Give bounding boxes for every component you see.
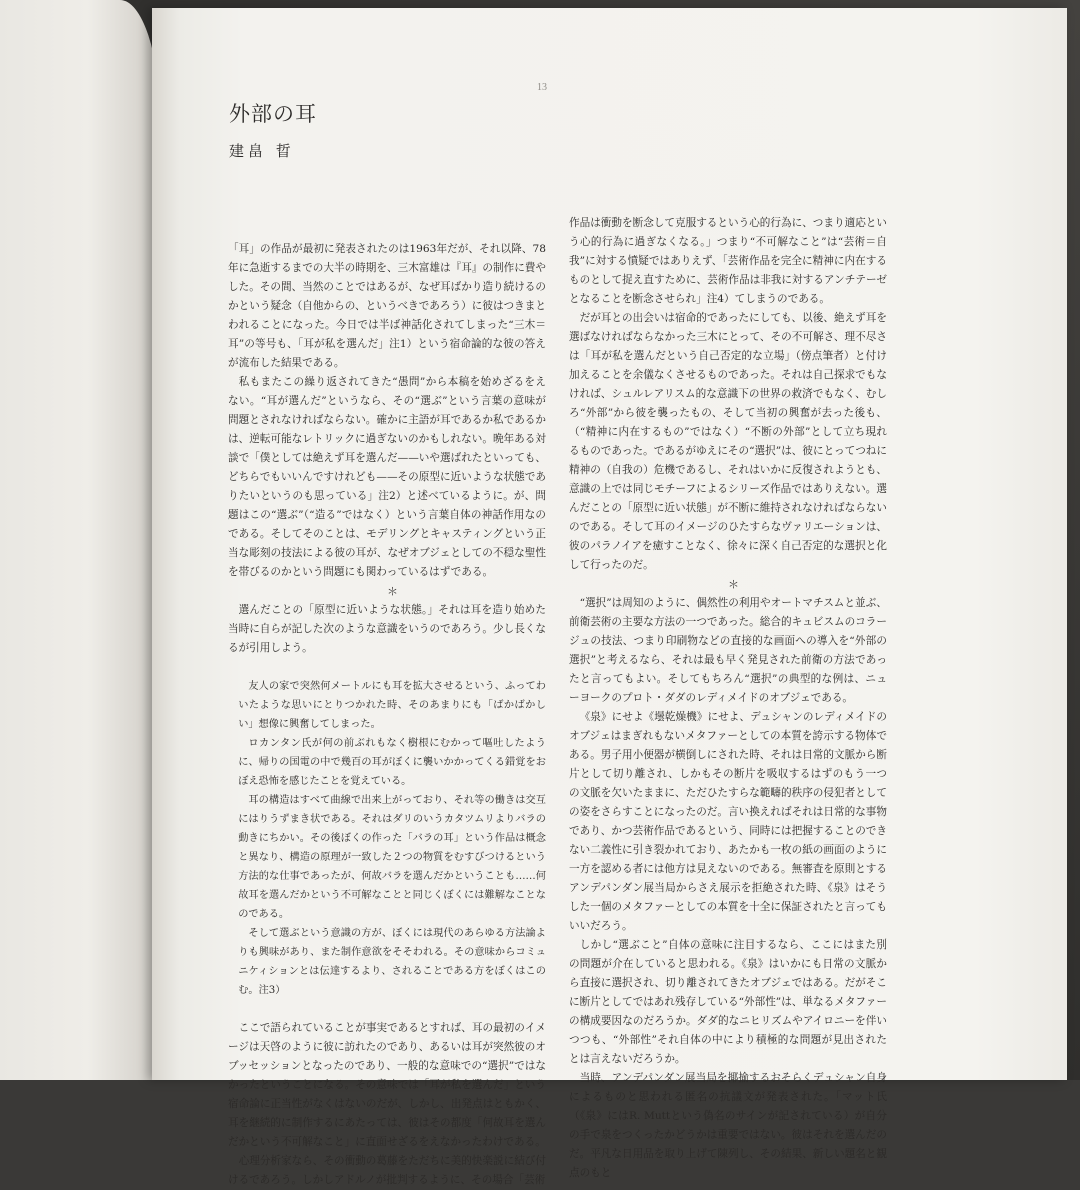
paragraph: だが耳との出会いは宿命的であったにしても、以後、絶えず耳を選ばなければならなかった三木にとって、その不可解さ、理不尽さは「耳が私を選んだという自己否定的な立場」（傍点筆者）と付け加えることを余儀なくさせるものであった。それは自己探求でもなければ、シュルレアリスム的な意識下の世界の救済でもなく、むしろ“外部”から彼を襲ったもの、そして当初の興奮が去った後も、（“精神に内在するもの”ではなく）“不断の外部”として立ち現れるものであった。であるがゆえにその“選択”は、彼にとってつねに精神の（自我の）危機であるし、それはいかに反復されようとも、意識の上では同じモチーフによるシリーズ作品ではありえない。選んだことの「原型に近い状態」が不断に維持されなければならないのである。そして耳のイメージのひたすらなヴァリエーションは、彼のパラノイアを癒すことなく、徐々に深く自己否定的な選択と化して行ったのだ。 <box>569 312 887 571</box>
quote-paragraph: ロカンタン氏が何の前ぶれもなく樹根にむかって嘔吐したように、帰りの国電の中で幾百の耳がぼくに襲いかかってくる錯覚をおぼえ恐怖を感じたことを覚えている。 <box>238 738 546 787</box>
paragraph: 選んだことの「原型に近いような状態。」それは耳を造り始めた当時に自らが記した次のような意識をいうのであろう。少し長くなるが引用しよう。 <box>228 604 546 654</box>
paragraph: 《泉》にせよ《壜乾燥機》にせよ、デュシャンのレディメイドのオブジェはまぎれもないメタファーとしての本質を誇示する物体である。男子用小便器が横倒しにされた時、それは日常的文脈から断片として切り離され、しかもその断片を吸収するはずのもう一つの文脈を欠いたままに、ただひたすらな範疇的秩序の侵犯者としての姿をさらすことになったのだ。言い換えればそれは日常的な事物であり、かつ芸術作品であるという、同時には把握することのできない二義性に引き裂かれており、あたかも一枚の紙の画面のように一方を認める者には他方は見えないのである。無審査を原則とするアンデパンダン展当局からさえ展示を拒絶された時、《泉》はそうした一個のメタファーとしての本質を十全に保証されたと言ってもいいだろう。 <box>569 711 887 932</box>
article-title: 外部の耳 <box>229 102 317 126</box>
section-separator: ＊ <box>728 578 739 591</box>
paragraph: 「耳」の作品が最初に発表されたのは1963年だが、それ以降、78年に急逝するまでの大半の時期を、三木富雄は『耳』の制作に費やした。その間、当然のことではあるが、なぜ耳ばかり造り続けるのかという疑念（自他からの、というべきであろう）に彼はつきまとわれることになった。今日では半ば神話化されてしまった“三木＝耳”の等号も、「耳が私を選んだ」注1）という宿命論的な彼の答えが流布した結果である。 <box>228 243 546 369</box>
section-separator: ＊ <box>387 585 398 598</box>
paragraph: しかし“選ぶこと”自体の意味に注目するなら、ここにはまた別の問題が介在していると思われる。《泉》はいかにも日常の文脈から直接に選択され、切り離されてきたオブジェではある。だがそこに断片としてではあれ残存している“外部性”は、単なるメタファーの構成要因なのだろうか。ダダ的なニヒリズムやアイロニーを伴いつつも、“外部性”それ自体の中により積極的な問題が見出されたとは言えないだろうか。 <box>569 939 887 1065</box>
paragraph: “選択”は周知のように、偶然性の利用やオートマチスムと並ぶ、前衛芸術の主要な方法の一つであった。総合的キュビスムのコラージュの技法、つまり印刷物などの直接的な画面への導入を“外部の選択”と考えるなら、それは最も早く発見された前衛の方法であったと言ってもよい。そしてもちろん“選択”の典型的な例は、ニューヨークのプロト・ダダのレディメイドのオブジェである。 <box>569 597 887 704</box>
author-name: 建畠 晢 <box>229 142 295 160</box>
paragraph: ここで語られていることが事実であるとすれば、耳の最初のイメージは天啓のように彼に訪れたのであり、あるいは耳が突然彼のオブッセッションとなったのであり、一般的な意味での“選択”ではなかったということになる。その意味では「耳が私を選んだ」という宿命論に正当性がなくはないのだが、しかし、出発点はともかく、耳を継続的に制作するにあたっては、彼はその都度「何故耳を選んだかという不可解なこと」に直面せざるをえなかったわけである。 <box>228 1022 546 1148</box>
paragraph: 作品は衝動を断念して克服するという心的行為に、つまり適応という心的行為に過ぎなくなる。」つまり“不可解なこと”は“芸術＝自我”に対する憤疑ではありえず、「芸術作品を完全に精神に内在するものとして捉え直すために、芸術作品は非我に対するアンチテーゼとなることを断念させられ」注4）てしまうのである。 <box>569 217 887 305</box>
paragraph: 心理分析家なら、その衝動の葛藤をただちに美的快楽説に結び付けるであろう。しかしアドルノが批判するように、その場合「芸術 <box>228 1155 546 1186</box>
left-page-edge <box>0 0 160 1080</box>
paragraph: 私もまたこの繰り返されてきた“愚問”から本稿を始めざるをえない。“耳が選んだ”というなら、その“選ぶ”という言葉の意味が問題とされなければならない。確かに主語が耳であるか私であるかは、逆転可能なレトリックに過ぎないのかもしれない。晩年ある対談で「僕としては絶えず耳を選んだ——いや選ばれたといっても、どちらでもいいんですけれども——その原型に近いような状態でありたいというのも思っている」注2）と述べているように。が、問題はこの“選ぶ”（“造る”ではなく）という言葉自体の神話作用なのである。そしてそのことは、モデリングとキャスティングという正当な彫刻の技法による彼の耳が、なぜオブジェとしての不穏な聖性を帯びるのかという問題にも関わっているはずである。 <box>228 376 546 578</box>
page-number: 13 <box>537 82 547 93</box>
left-text-column <box>228 240 546 1190</box>
right-text-column <box>569 214 887 1183</box>
quote-paragraph: そして選ぶという意識の方が、ぼくには現代のあらゆる方法論よりも興味があり、また制作意欲をそそわれる。その意味からコミュニケィションとは伝達するより、されることである方をぼくはこのむ。注3） <box>238 928 546 996</box>
quote-paragraph: 友人の家で突然何メートルにも耳を拡大させるという、ふってわいたような思いにとりつかれた時、そのあまりにも「ばかばかしい」想像に興奮してしまった。 <box>238 681 546 730</box>
paragraph: 当時、アンデパンダン展当局を揶揄するおそらくデュシャン自身によるものと思われる匿名の抗議文が発表された。「マット氏（《泉》にはR. Muttという偽名のサインが記されている）が自分の手で泉をつくったかどうかは重要ではない。彼はそれを選んだのだ。平凡な日用品を取り上げて陳列し、その結果、新しい題名と観点のもと <box>569 1072 887 1179</box>
quote-paragraph: 耳の構造はすべて曲線で出来上がっており、それ等の働きは交互にはりうずまき状である。それはダリのいうカタツムリよりバラの動きにちかい。その後ぼくの作った「バラの耳」という作品は概念と異なり、構造の原理が一致した２つの物質をむすびつけるという方法的な仕事であったが、何故バラを選んだかということも……何故耳を選んだかという不可解なことと同じくぼくには難解なことなのである。 <box>238 795 546 920</box>
